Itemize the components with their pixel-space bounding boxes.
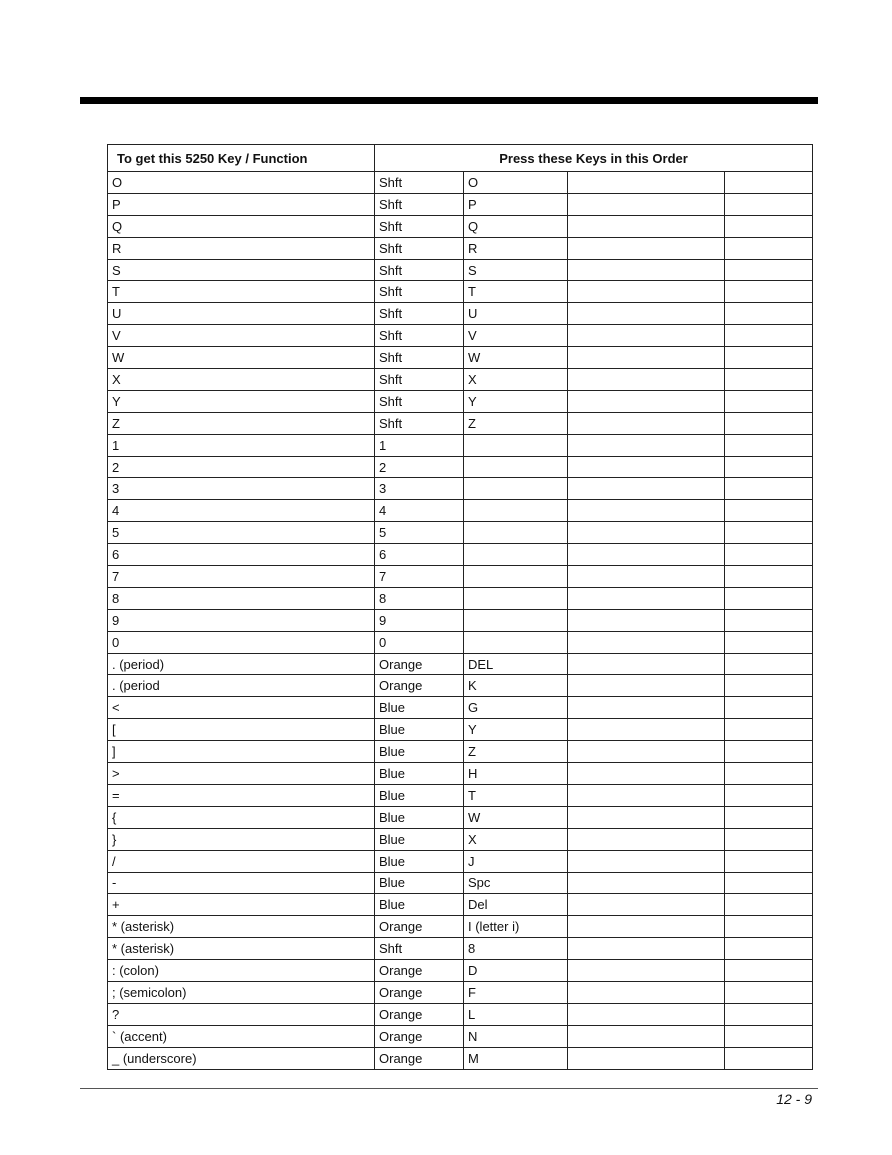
table-row bbox=[108, 653, 813, 675]
function-cell: T bbox=[108, 281, 375, 303]
key4-cell bbox=[725, 566, 813, 588]
table-row bbox=[108, 719, 813, 741]
table-row bbox=[108, 215, 813, 237]
function-cell: - bbox=[108, 872, 375, 894]
function-cell: ` (accent) bbox=[108, 1025, 375, 1047]
key1-cell: Shft bbox=[375, 259, 464, 281]
key3-cell bbox=[568, 960, 725, 982]
table-row bbox=[108, 1047, 813, 1069]
key4-cell bbox=[725, 675, 813, 697]
key2-cell: Spc bbox=[464, 872, 568, 894]
key1-cell: Orange bbox=[375, 653, 464, 675]
key1-cell: Shft bbox=[375, 369, 464, 391]
key4-cell bbox=[725, 215, 813, 237]
key1-cell: Shft bbox=[375, 193, 464, 215]
key2-cell: U bbox=[464, 303, 568, 325]
key3-cell bbox=[568, 872, 725, 894]
key4-cell bbox=[725, 960, 813, 982]
key2-cell: R bbox=[464, 237, 568, 259]
key4-cell bbox=[725, 609, 813, 631]
key4-cell bbox=[725, 981, 813, 1003]
table-row bbox=[108, 894, 813, 916]
key4-cell bbox=[725, 500, 813, 522]
key1-cell: Shft bbox=[375, 390, 464, 412]
key1-cell: Shft bbox=[375, 347, 464, 369]
key2-cell: Z bbox=[464, 741, 568, 763]
key2-cell: L bbox=[464, 1003, 568, 1025]
table-row bbox=[108, 434, 813, 456]
key1-cell: Shft bbox=[375, 281, 464, 303]
footer-rule bbox=[80, 1088, 818, 1089]
key3-cell bbox=[568, 850, 725, 872]
key1-cell: 7 bbox=[375, 566, 464, 588]
function-cell: _ (underscore) bbox=[108, 1047, 375, 1069]
key4-cell bbox=[725, 784, 813, 806]
key3-cell bbox=[568, 806, 725, 828]
function-cell: R bbox=[108, 237, 375, 259]
function-cell: } bbox=[108, 828, 375, 850]
key3-cell bbox=[568, 325, 725, 347]
key4-cell bbox=[725, 172, 813, 194]
key3-cell bbox=[568, 281, 725, 303]
key4-cell bbox=[725, 741, 813, 763]
key2-cell: P bbox=[464, 193, 568, 215]
key1-cell: Blue bbox=[375, 719, 464, 741]
key2-cell: D bbox=[464, 960, 568, 982]
table-row bbox=[108, 237, 813, 259]
key1-cell: 3 bbox=[375, 478, 464, 500]
table-header-row bbox=[108, 145, 813, 172]
key2-cell: X bbox=[464, 369, 568, 391]
function-cell: 2 bbox=[108, 456, 375, 478]
table-row bbox=[108, 347, 813, 369]
key2-cell bbox=[464, 609, 568, 631]
table-row bbox=[108, 675, 813, 697]
table-row bbox=[108, 741, 813, 763]
key3-cell bbox=[568, 828, 725, 850]
key2-cell: Q bbox=[464, 215, 568, 237]
key2-cell bbox=[464, 456, 568, 478]
key2-cell: Del bbox=[464, 894, 568, 916]
key2-cell: W bbox=[464, 347, 568, 369]
key3-cell bbox=[568, 719, 725, 741]
key3-cell bbox=[568, 237, 725, 259]
key1-cell: Shft bbox=[375, 938, 464, 960]
key2-cell: S bbox=[464, 259, 568, 281]
key2-cell: X bbox=[464, 828, 568, 850]
key1-cell: Orange bbox=[375, 981, 464, 1003]
key4-cell bbox=[725, 390, 813, 412]
key1-cell: Blue bbox=[375, 763, 464, 785]
key2-cell: J bbox=[464, 850, 568, 872]
key3-cell bbox=[568, 653, 725, 675]
key2-cell bbox=[464, 544, 568, 566]
key3-cell bbox=[568, 1003, 725, 1025]
function-cell: U bbox=[108, 303, 375, 325]
key1-cell: Shft bbox=[375, 325, 464, 347]
function-cell: . (period bbox=[108, 675, 375, 697]
key2-cell bbox=[464, 631, 568, 653]
key3-cell bbox=[568, 938, 725, 960]
function-cell: ; (semicolon) bbox=[108, 981, 375, 1003]
function-cell: ? bbox=[108, 1003, 375, 1025]
key4-cell bbox=[725, 193, 813, 215]
table-row bbox=[108, 500, 813, 522]
key2-cell: M bbox=[464, 1047, 568, 1069]
key3-cell bbox=[568, 412, 725, 434]
key4-cell bbox=[725, 587, 813, 609]
key2-cell bbox=[464, 522, 568, 544]
key3-cell bbox=[568, 631, 725, 653]
function-cell: Y bbox=[108, 390, 375, 412]
key4-cell bbox=[725, 456, 813, 478]
key2-cell: O bbox=[464, 172, 568, 194]
key2-cell: DEL bbox=[464, 653, 568, 675]
key1-cell: Blue bbox=[375, 741, 464, 763]
key4-cell bbox=[725, 544, 813, 566]
function-column-header: To get this 5250 Key / Function bbox=[108, 145, 375, 172]
key2-cell: T bbox=[464, 281, 568, 303]
key2-cell: V bbox=[464, 325, 568, 347]
function-cell: 8 bbox=[108, 587, 375, 609]
key3-cell bbox=[568, 522, 725, 544]
key1-cell: Blue bbox=[375, 850, 464, 872]
key4-cell bbox=[725, 894, 813, 916]
key4-cell bbox=[725, 872, 813, 894]
key4-cell bbox=[725, 763, 813, 785]
key4-cell bbox=[725, 1003, 813, 1025]
key2-cell: Y bbox=[464, 719, 568, 741]
table-row bbox=[108, 631, 813, 653]
key4-cell bbox=[725, 259, 813, 281]
key1-cell: 2 bbox=[375, 456, 464, 478]
key3-cell bbox=[568, 456, 725, 478]
key1-cell: Orange bbox=[375, 916, 464, 938]
function-cell: 3 bbox=[108, 478, 375, 500]
table-row bbox=[108, 390, 813, 412]
table-row bbox=[108, 1003, 813, 1025]
key1-cell: Blue bbox=[375, 784, 464, 806]
key4-cell bbox=[725, 1047, 813, 1069]
table-row bbox=[108, 369, 813, 391]
table-row bbox=[108, 697, 813, 719]
function-cell: V bbox=[108, 325, 375, 347]
key3-cell bbox=[568, 347, 725, 369]
table-row bbox=[108, 412, 813, 434]
key2-cell bbox=[464, 478, 568, 500]
function-cell: S bbox=[108, 259, 375, 281]
key3-cell bbox=[568, 894, 725, 916]
function-cell: . (period) bbox=[108, 653, 375, 675]
key2-cell: 8 bbox=[464, 938, 568, 960]
key3-cell bbox=[568, 741, 725, 763]
key1-cell: Orange bbox=[375, 960, 464, 982]
key4-cell bbox=[725, 369, 813, 391]
key1-cell: Blue bbox=[375, 828, 464, 850]
function-cell: O bbox=[108, 172, 375, 194]
key2-cell: Y bbox=[464, 390, 568, 412]
key3-cell bbox=[568, 390, 725, 412]
key2-cell bbox=[464, 566, 568, 588]
table-row bbox=[108, 193, 813, 215]
table-row bbox=[108, 544, 813, 566]
key4-cell bbox=[725, 434, 813, 456]
function-cell: P bbox=[108, 193, 375, 215]
key2-cell bbox=[464, 434, 568, 456]
key1-cell: Blue bbox=[375, 806, 464, 828]
key4-cell bbox=[725, 281, 813, 303]
key4-cell bbox=[725, 347, 813, 369]
table-row bbox=[108, 522, 813, 544]
key1-cell: Blue bbox=[375, 872, 464, 894]
table-row bbox=[108, 828, 813, 850]
function-cell: 1 bbox=[108, 434, 375, 456]
table-row bbox=[108, 587, 813, 609]
key3-cell bbox=[568, 675, 725, 697]
key2-cell: Z bbox=[464, 412, 568, 434]
key1-cell: Shft bbox=[375, 412, 464, 434]
key3-cell bbox=[568, 303, 725, 325]
key1-cell: Orange bbox=[375, 1003, 464, 1025]
table-row bbox=[108, 281, 813, 303]
function-cell: * (asterisk) bbox=[108, 916, 375, 938]
key4-cell bbox=[725, 828, 813, 850]
function-cell: : (colon) bbox=[108, 960, 375, 982]
table-row bbox=[108, 609, 813, 631]
key3-cell bbox=[568, 763, 725, 785]
function-cell: 9 bbox=[108, 609, 375, 631]
key4-cell bbox=[725, 850, 813, 872]
key4-cell bbox=[725, 697, 813, 719]
key4-cell bbox=[725, 303, 813, 325]
table-body bbox=[108, 172, 813, 1070]
table-row bbox=[108, 566, 813, 588]
function-cell: * (asterisk) bbox=[108, 938, 375, 960]
key4-cell bbox=[725, 806, 813, 828]
key4-cell bbox=[725, 1025, 813, 1047]
key4-cell bbox=[725, 325, 813, 347]
key4-cell bbox=[725, 719, 813, 741]
function-cell: > bbox=[108, 763, 375, 785]
function-cell: 4 bbox=[108, 500, 375, 522]
key2-cell bbox=[464, 587, 568, 609]
key1-cell: 9 bbox=[375, 609, 464, 631]
key3-cell bbox=[568, 434, 725, 456]
table-row bbox=[108, 1025, 813, 1047]
key3-cell bbox=[568, 544, 725, 566]
key1-cell: Blue bbox=[375, 697, 464, 719]
key3-cell bbox=[568, 500, 725, 522]
table-row bbox=[108, 303, 813, 325]
table-row bbox=[108, 850, 813, 872]
table-row bbox=[108, 763, 813, 785]
key1-cell: Shft bbox=[375, 172, 464, 194]
key3-cell bbox=[568, 172, 725, 194]
key1-cell: Shft bbox=[375, 237, 464, 259]
table-row bbox=[108, 456, 813, 478]
key1-cell: 6 bbox=[375, 544, 464, 566]
function-cell: W bbox=[108, 347, 375, 369]
key4-cell bbox=[725, 938, 813, 960]
table-row bbox=[108, 806, 813, 828]
table-row bbox=[108, 325, 813, 347]
function-cell: [ bbox=[108, 719, 375, 741]
key3-cell bbox=[568, 369, 725, 391]
key2-cell: H bbox=[464, 763, 568, 785]
key-mapping-table bbox=[107, 144, 813, 1070]
key2-cell: G bbox=[464, 697, 568, 719]
key1-cell: 1 bbox=[375, 434, 464, 456]
key4-cell bbox=[725, 478, 813, 500]
function-cell: 0 bbox=[108, 631, 375, 653]
function-cell: + bbox=[108, 894, 375, 916]
function-cell: < bbox=[108, 697, 375, 719]
function-cell: 5 bbox=[108, 522, 375, 544]
table-row bbox=[108, 872, 813, 894]
key4-cell bbox=[725, 653, 813, 675]
table-row bbox=[108, 478, 813, 500]
table-row bbox=[108, 259, 813, 281]
key3-cell bbox=[568, 193, 725, 215]
key1-cell: Blue bbox=[375, 894, 464, 916]
key3-cell bbox=[568, 697, 725, 719]
function-cell: / bbox=[108, 850, 375, 872]
key2-cell bbox=[464, 500, 568, 522]
key3-cell bbox=[568, 916, 725, 938]
function-cell: ] bbox=[108, 741, 375, 763]
function-cell: X bbox=[108, 369, 375, 391]
key2-cell: T bbox=[464, 784, 568, 806]
key3-cell bbox=[568, 1025, 725, 1047]
key4-cell bbox=[725, 631, 813, 653]
key3-cell bbox=[568, 259, 725, 281]
key3-cell bbox=[568, 784, 725, 806]
table-row bbox=[108, 981, 813, 1003]
key1-cell: Shft bbox=[375, 303, 464, 325]
function-cell: Z bbox=[108, 412, 375, 434]
key3-cell bbox=[568, 609, 725, 631]
key2-cell: I (letter i) bbox=[464, 916, 568, 938]
key3-cell bbox=[568, 981, 725, 1003]
table-row bbox=[108, 938, 813, 960]
table-row bbox=[108, 784, 813, 806]
function-cell: 7 bbox=[108, 566, 375, 588]
table-row bbox=[108, 960, 813, 982]
header-rule bbox=[80, 97, 818, 104]
key3-cell bbox=[568, 1047, 725, 1069]
table-row bbox=[108, 916, 813, 938]
key1-cell: 0 bbox=[375, 631, 464, 653]
function-cell: = bbox=[108, 784, 375, 806]
key1-cell: Orange bbox=[375, 1025, 464, 1047]
key3-cell bbox=[568, 215, 725, 237]
function-cell: Q bbox=[108, 215, 375, 237]
key1-cell: Orange bbox=[375, 1047, 464, 1069]
key1-cell: 5 bbox=[375, 522, 464, 544]
key2-cell: K bbox=[464, 675, 568, 697]
key3-cell bbox=[568, 478, 725, 500]
key2-cell: W bbox=[464, 806, 568, 828]
function-cell: 6 bbox=[108, 544, 375, 566]
key2-cell: F bbox=[464, 981, 568, 1003]
key1-cell: 4 bbox=[375, 500, 464, 522]
key1-cell: Orange bbox=[375, 675, 464, 697]
key3-cell bbox=[568, 566, 725, 588]
key4-cell bbox=[725, 237, 813, 259]
page-number: 12 - 9 bbox=[776, 1091, 812, 1107]
key4-cell bbox=[725, 412, 813, 434]
key3-cell bbox=[568, 587, 725, 609]
key4-cell bbox=[725, 916, 813, 938]
keys-column-header: Press these Keys in this Order bbox=[375, 145, 813, 172]
function-cell: { bbox=[108, 806, 375, 828]
key1-cell: Shft bbox=[375, 215, 464, 237]
table-row bbox=[108, 172, 813, 194]
key1-cell: 8 bbox=[375, 587, 464, 609]
key2-cell: N bbox=[464, 1025, 568, 1047]
key4-cell bbox=[725, 522, 813, 544]
